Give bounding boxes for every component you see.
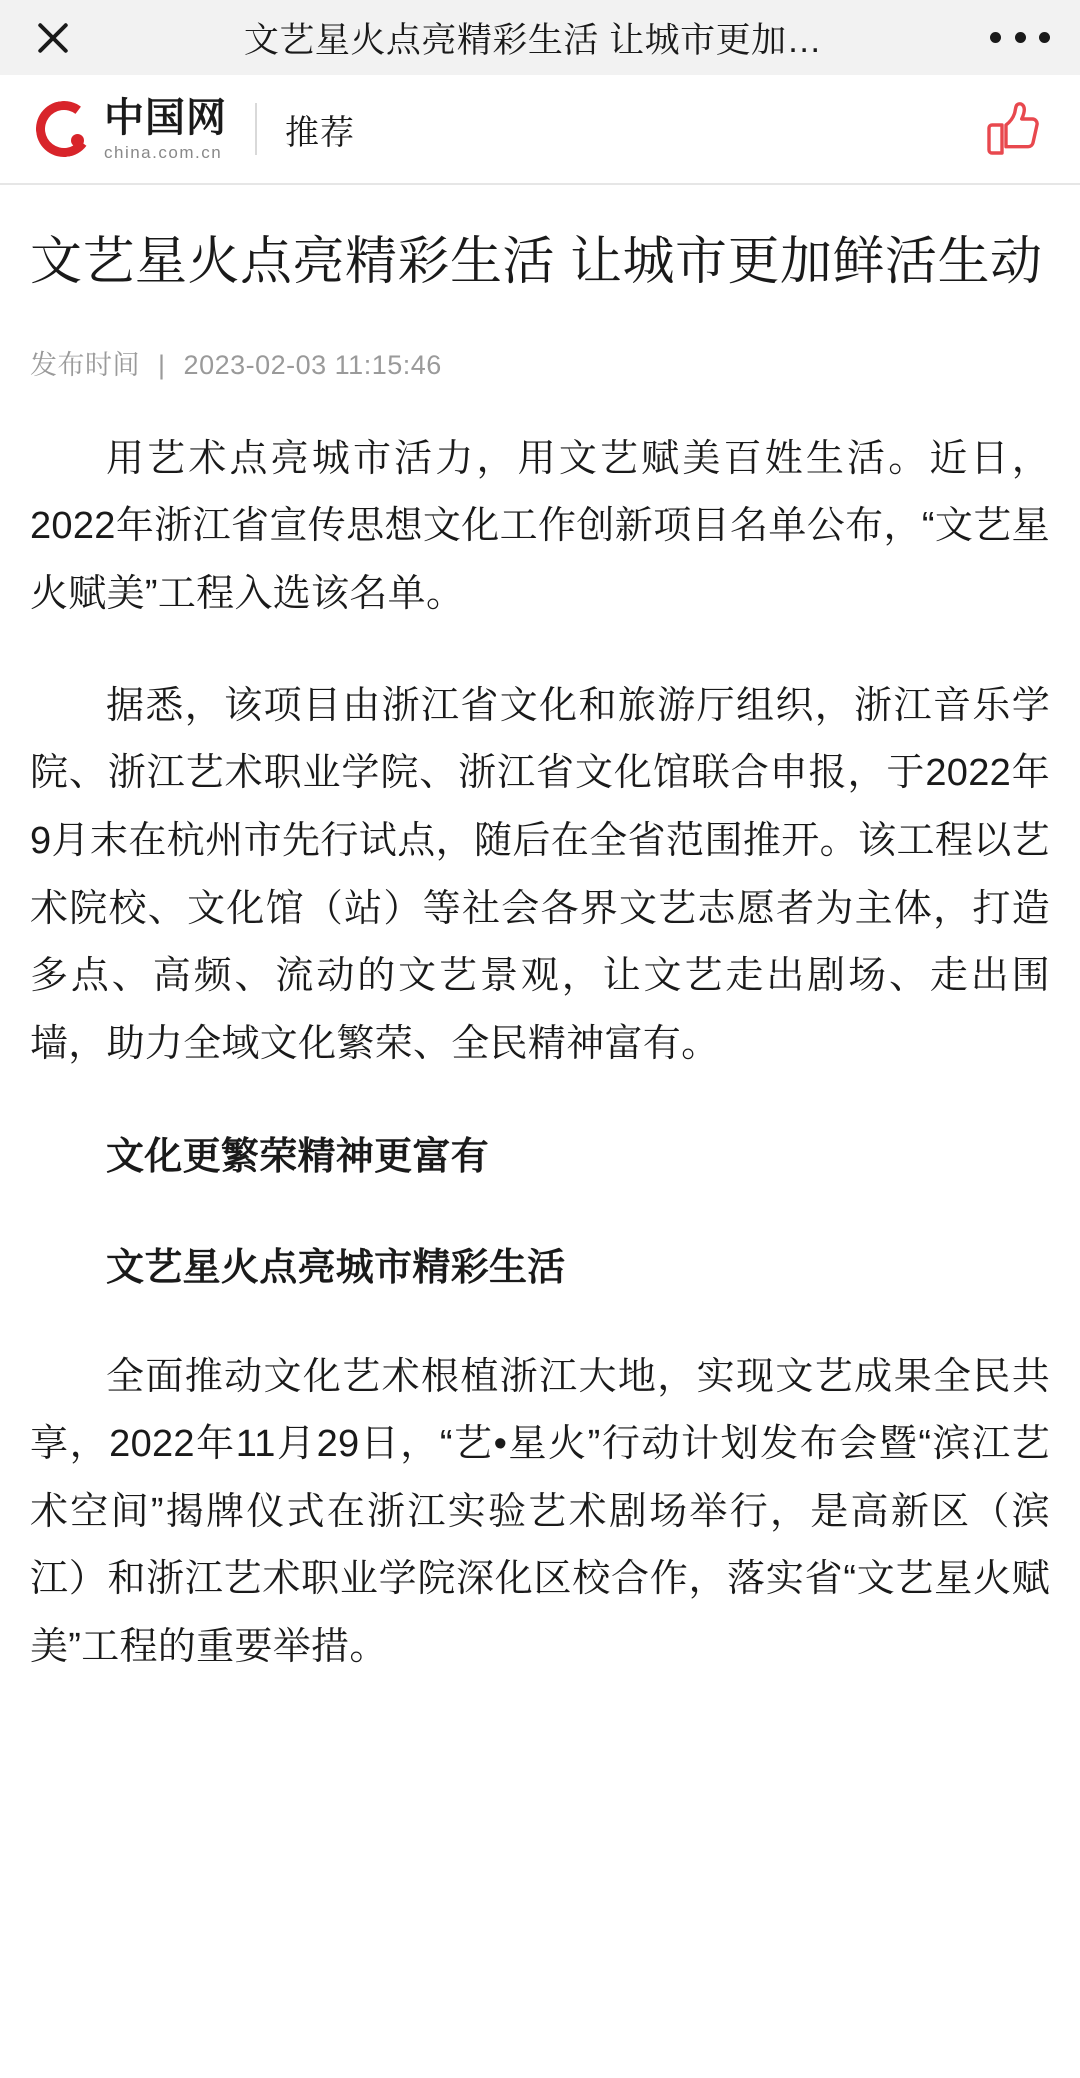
more-dot (990, 32, 1001, 43)
site-logo[interactable] (36, 95, 227, 162)
page-title: 文艺星火点亮精彩生活 让城市更加鲜活生动 (30, 233, 1043, 291)
article-paragraph: 用艺术点亮城市活力，用文艺赋美百姓生活。近日，2022年浙江省宣传思想文化工作创新项目名单公布，“文艺星火赋美”工程入选该名单。 (30, 437, 1050, 615)
site-logo-name-en: china.com.cn (104, 142, 223, 162)
article-paragraph: 据悉，该项目由浙江省文化和旅游厅组织，浙江音乐学院、浙江艺术职业学院、浙江省文化馆联合申报，于2022年9月末在杭州市先行试点，随后在全省范围推开。该工程以艺术院校、文化馆（站）等社会各界文艺志愿者为主体，打造多点、高频、流动的文艺景观，让文艺走出剧场、走出围墙，助力全域文化繁荣、全民精神富有。 (30, 684, 1050, 1065)
publish-label: 发布时间 (30, 349, 140, 380)
article-subheading: 文化更繁荣精神更富有 (106, 1133, 490, 1179)
channel-label[interactable]: 推荐 (285, 113, 355, 152)
article-body (30, 426, 1050, 1682)
china-net-logo-icon (36, 101, 92, 157)
article-container (0, 227, 1080, 1682)
site-header (0, 75, 1080, 185)
site-logo-name-cn: 中国网 (104, 95, 227, 140)
thumbs-up-icon[interactable] (980, 97, 1044, 161)
header-divider (255, 103, 257, 155)
article-paragraph: 全面推动文化艺术根植浙江大地，实现文艺成果全民共享，2022年11月29日，“艺•星火”行动计划发布会暨“滨江艺术空间”揭牌仪式在浙江实验艺术剧场举行，是高新区（滨江）和浙江艺术职业学院深化区校合作，落实省“文艺星火赋美”工程的重要举措。 (30, 1355, 1050, 1669)
publish-time: 2023-02-03 11:15:46 (183, 349, 442, 380)
site-logo-text (104, 95, 227, 162)
browser-top-bar (0, 0, 1080, 75)
more-dot (1015, 32, 1026, 43)
browser-page-title: 文艺星火点亮精彩生活 让城市更加… (243, 20, 823, 60)
more-dot (1039, 32, 1050, 43)
article-subheading: 文艺星火点亮城市精彩生活 (106, 1243, 566, 1289)
publish-meta (30, 343, 1050, 382)
close-icon[interactable] (30, 15, 76, 61)
meta-separator: | (158, 349, 166, 380)
more-options-icon[interactable] (990, 32, 1050, 43)
